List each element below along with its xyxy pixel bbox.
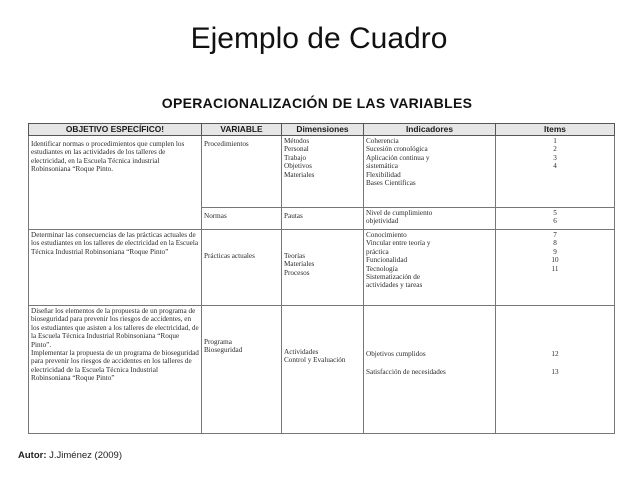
variable-cell	[202, 230, 282, 306]
item-number: 10	[551, 256, 559, 265]
indicadores-cell	[364, 208, 496, 230]
indicador-item: Sistematización de	[366, 273, 421, 282]
item-number: 5	[553, 209, 557, 217]
table-row	[29, 306, 615, 434]
indicador-item: Tecnología	[366, 264, 398, 273]
variable-text: Procedimientos	[204, 140, 249, 148]
dimensiones-cell	[282, 136, 364, 208]
variable-text: Prácticas actuales	[204, 252, 255, 260]
item-number: 8	[553, 239, 557, 248]
indicador-item: Satisfacción de necesidades	[366, 368, 446, 377]
item-number: 11	[551, 264, 559, 273]
scanned-table-image	[18, 92, 616, 464]
author-label: Autor:	[18, 450, 47, 461]
items-cell	[496, 136, 615, 208]
item-number: 13	[551, 368, 559, 377]
indicadores-cell	[364, 136, 496, 208]
dimensiones-cell	[282, 208, 364, 230]
indicador-item: actividades y tareas	[366, 281, 423, 290]
indicadores-cell	[364, 230, 496, 306]
author-credit	[18, 450, 122, 461]
variable-text: Programa	[204, 338, 232, 346]
dimension-item: Métodos	[284, 137, 310, 145]
dimensiones-cell	[282, 306, 364, 434]
item-number: 7	[553, 231, 557, 239]
author-name: J.Jiménez (2009)	[46, 450, 123, 461]
indicador-item: Objetivos cumplidos	[366, 350, 426, 358]
dimension-item: Materiales	[284, 170, 315, 179]
header-variable: VARIABLE	[202, 124, 282, 136]
indicador-item: Flexibilidad	[366, 170, 401, 179]
variable-cell	[202, 136, 282, 208]
indicador-item: Coherencia	[366, 137, 399, 145]
dimension-item: Actividades	[284, 348, 319, 356]
item-number: 3	[553, 153, 557, 162]
objetivo-cell	[29, 306, 202, 434]
dimension-item: Personal	[284, 145, 309, 154]
dimension-item: Procesos	[284, 268, 310, 277]
objetivo-text: Diseñar los elementos de la propuesta de un programa de bioseguridad para prevenir los riesgos de accidentes, en los estudiantes que asisten a los talleres de electricidad, de la Escuela Técnica Industrial Robinsoniana “Roque Pinto”.	[31, 307, 199, 349]
items-cell	[496, 306, 615, 434]
item-number: 2	[553, 145, 557, 154]
table-row	[29, 136, 615, 208]
indicador-item: Funcionalidad	[366, 256, 408, 265]
objetivo-text: Identificar normas o procedimientos que cumplen los estudiantes en las actividades de los talleres de electricidad, en la Escuela Técnica industrial Robinsoniana “Roque Pinto.	[31, 140, 185, 174]
dimensiones-cell	[282, 230, 364, 306]
items-cell	[496, 208, 615, 230]
dimension-item: Teorías	[284, 252, 306, 260]
variable-cell	[202, 306, 282, 434]
indicador-item: Vincular entre teoría y	[366, 239, 431, 248]
dimension-item: Objetivos	[284, 162, 312, 171]
objetivo-cell	[29, 230, 202, 306]
indicador-item: Sucesión cronológica	[366, 145, 428, 154]
indicador-item: objetividad	[366, 217, 399, 226]
table-row	[29, 230, 615, 306]
indicador-item: práctica	[366, 247, 389, 256]
table-header-row	[29, 124, 615, 136]
indicadores-cell	[364, 306, 496, 434]
indicador-item: Conocimiento	[366, 231, 407, 239]
item-number: 6	[553, 217, 557, 226]
item-number: 12	[551, 350, 559, 358]
header-items: Items	[496, 124, 615, 136]
item-number: 9	[553, 247, 557, 256]
variable-text: Bioseguridad	[204, 346, 243, 355]
dimension-item: Trabajo	[284, 153, 307, 162]
slide-title: Ejemplo de Cuadro	[190, 22, 448, 55]
indicador-item: Aplicación continua y	[366, 153, 430, 162]
indicador-item: Bases Científicas	[366, 179, 416, 188]
dimension-item: Control y Evaluación	[284, 356, 346, 365]
variable-cell	[202, 208, 282, 230]
header-dimensiones: Dimensiones	[282, 124, 364, 136]
objetivo-text: Implementar la propuesta de un programa de bioseguridad para prevenir los riesgos de accidentes en los talleres de electricidad de la Escuela Técnica Industrial Robinsoniana “Roque Pinto”	[31, 349, 199, 383]
operacionalizacion-table	[28, 123, 615, 434]
header-objetivo: OBJETIVO ESPECÍFICO!	[29, 124, 202, 136]
document-title: OPERACIONALIZACIÓN DE LAS VARIABLES	[161, 95, 473, 111]
item-number: 4	[553, 162, 557, 171]
indicador-item: sistemática	[366, 162, 398, 171]
header-indicadores: Indicadores	[364, 124, 496, 136]
item-number: 1	[553, 137, 557, 145]
dimension-item: Pautas	[284, 212, 303, 220]
items-cell	[496, 230, 615, 306]
indicador-item: Nivel de cumplimiento	[366, 209, 433, 217]
objetivo-cell	[29, 136, 202, 230]
variable-text: Normas	[204, 212, 227, 220]
objetivo-text: Determinar las consecuencias de las prácticas actuales de los estudiantes en los talleres de electricidad en la Escuela Técnica Industrial Robinsoniana “Roque Pinto”	[31, 231, 199, 256]
dimension-item: Materiales	[284, 260, 315, 269]
